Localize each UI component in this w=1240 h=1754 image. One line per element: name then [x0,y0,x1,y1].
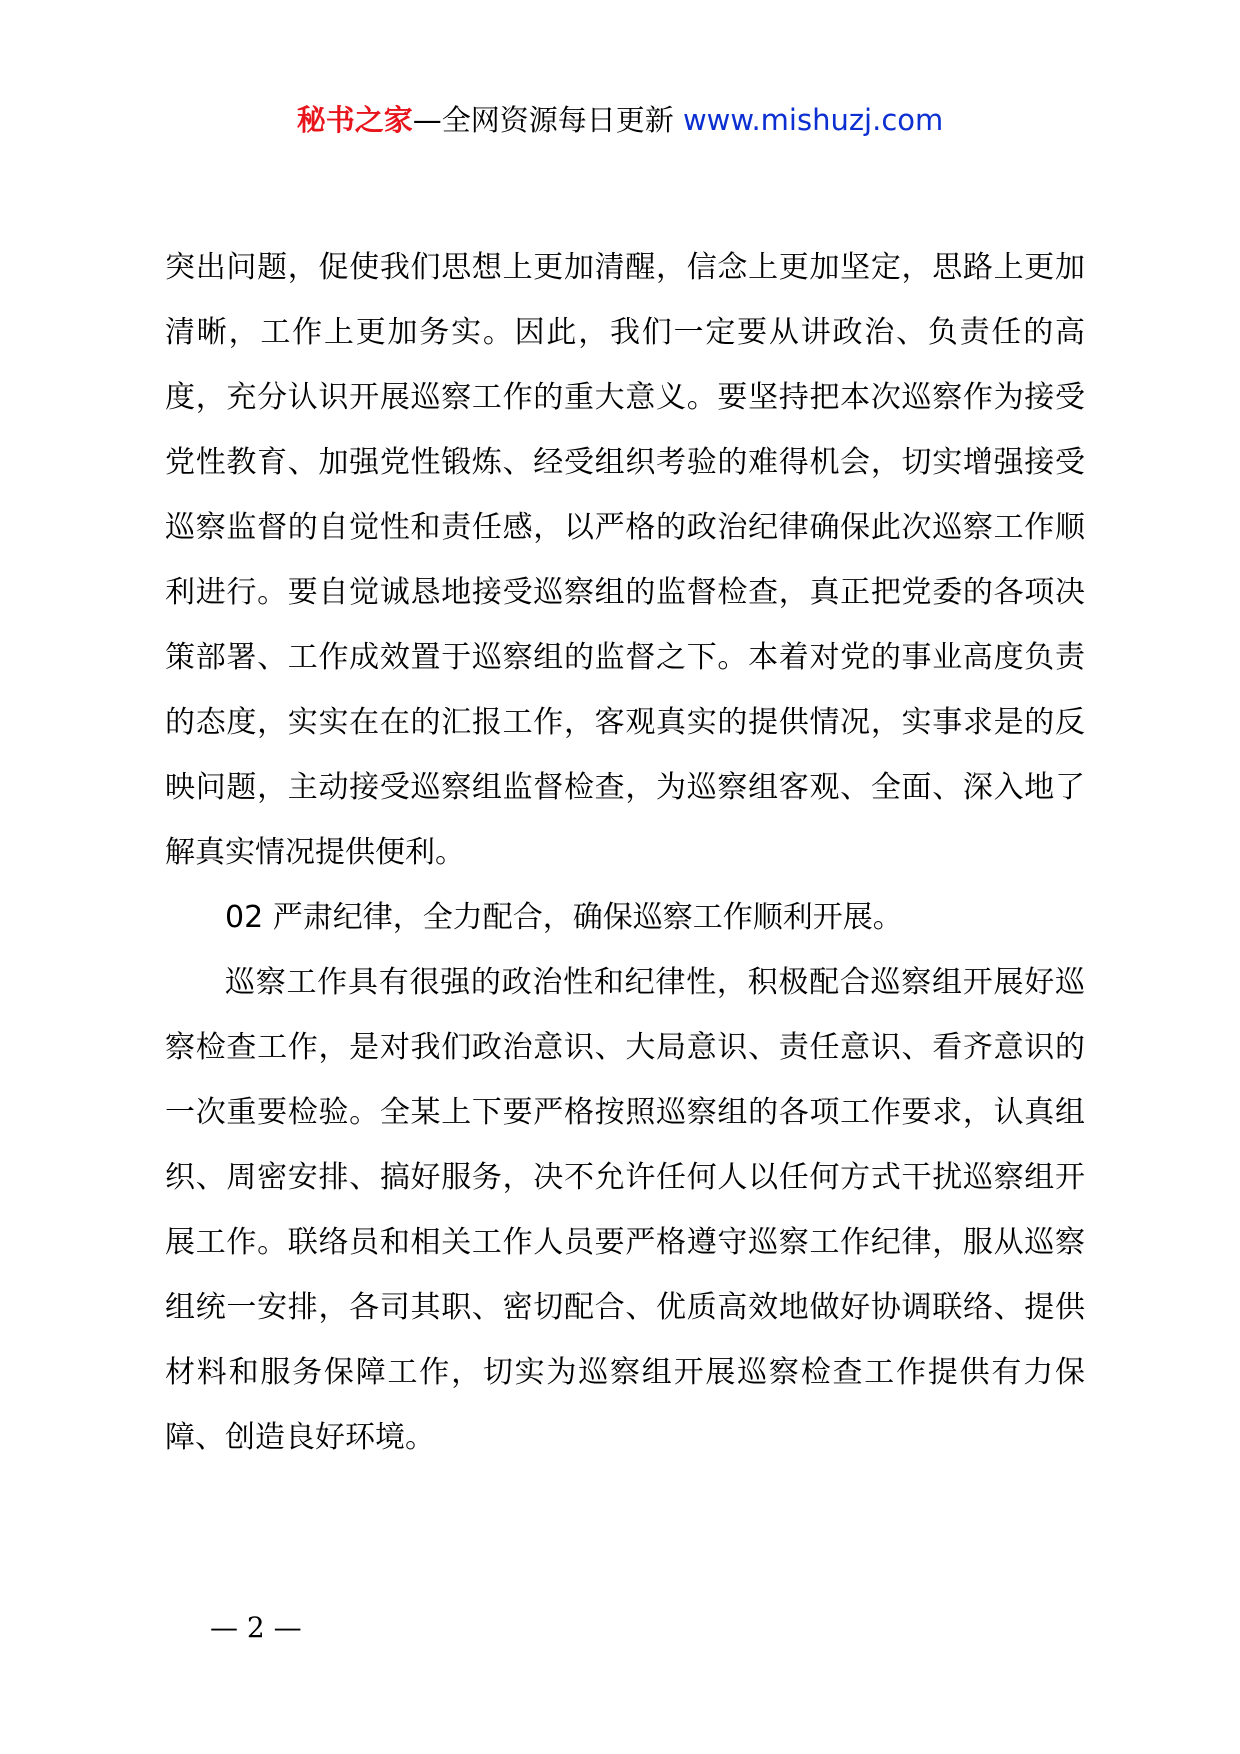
site-url-link[interactable]: www.mishuzj.com [682,103,944,137]
paragraph: 巡察工作具有很强的政治性和纪律性，积极配合巡察组开展好巡察检查工作，是对我们政治意识、大局意识、责任意识、看齐意识的一次重要检验。全某上下要严格按照巡察组的各项工作要求，认真组织、周密安排、搞好服务，决不允许任何人以任何方式干扰巡察组开展工作。联络员和相关工作人员要严格遵守巡察工作纪律，服从巡察组统一安排，各司其职、密切配合、优质高效地做好协调联络、提供材料和服务保障工作，切实为巡察组开展巡察检查工作提供有力保障、创造良好环境。 [165,965,1085,1455]
paragraph-continued: 突出问题，促使我们思想上更加清醒，信念上更加坚定，思路上更加清晰，工作上更加务实。因此，我们一定要从讲政治、负责任的高度，充分认识开展巡察工作的重大意义。要坚持把本次巡察作为接受党性教育、加强党性锻炼、经受组织考验的难得机会，切实增强接受巡察监督的自觉性和责任感，以严格的政治纪律确保此次巡察工作顺利进行。要自觉诚恳地接受巡察组的监督检查，真正把党委的各项决策部署、工作成效置于巡察组的监督之下。本着对党的事业高度负责的态度，实实在在的汇报工作，客观真实的提供情况，实事求是的反映问题，主动接受巡察组监督检查，为巡察组客观、全面、深入地了解真实情况提供便利。 [165,250,1085,870]
header-slogan: —全网资源每日更新 [412,103,674,137]
page-number: — 2 — [210,1611,302,1644]
document-body [165,235,1085,1470]
brand-name: 秘书之家 [296,103,413,137]
site-header [0,100,1240,140]
section-heading: 02 严肃纪律，全力配合，确保巡察工作顺利开展。 [225,900,903,935]
